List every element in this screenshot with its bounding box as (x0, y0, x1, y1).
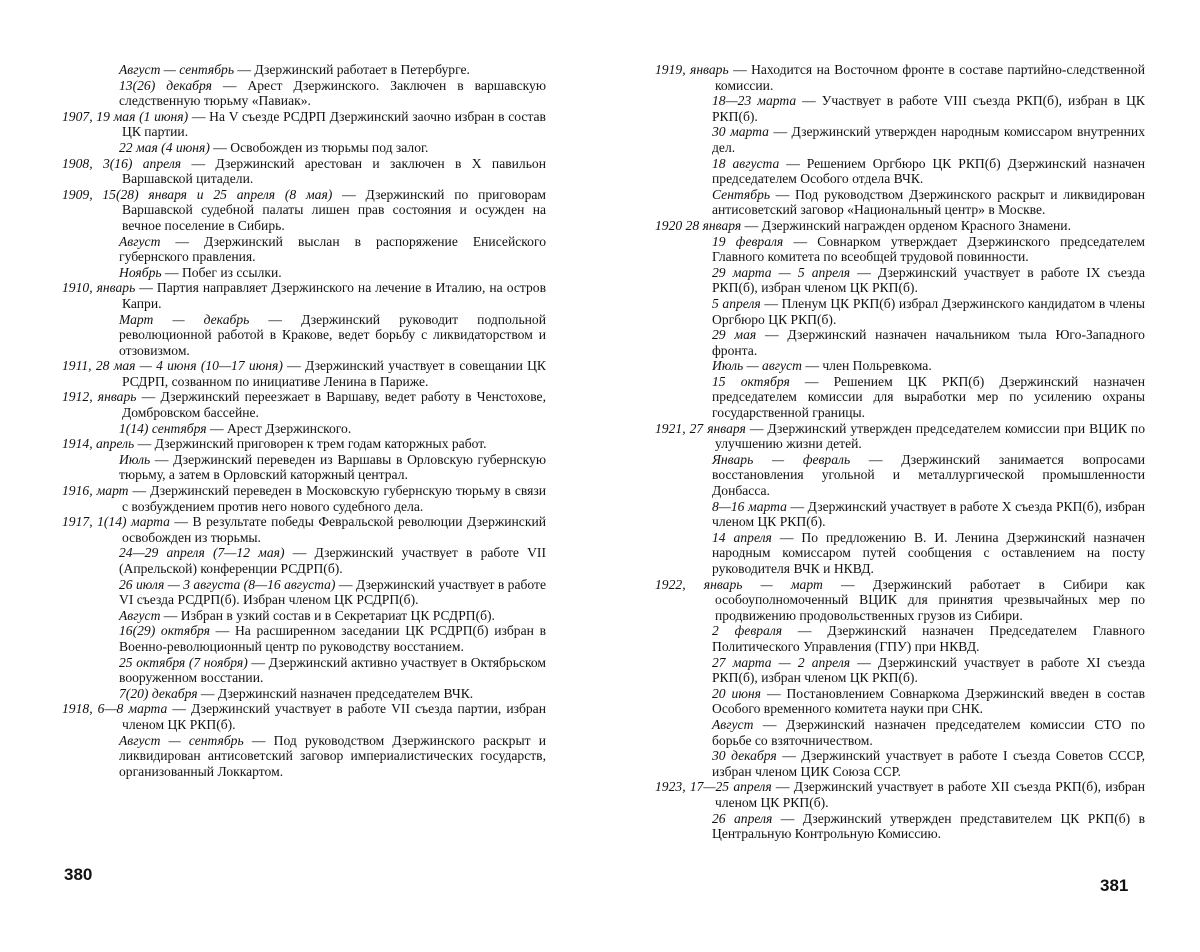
entry-date: 8—16 марта (712, 499, 787, 514)
chronology-subentry (655, 452, 1145, 499)
entry-text: — Дзержинский назначен председателем ВЧК. (198, 686, 474, 701)
entry-text: — Дзержинский выслан в распоряжение Енисейского губернского правления. (119, 234, 546, 265)
chronology-subentry (655, 499, 1145, 530)
entry-text: — Дзержинский по приговорам Варшавской судебной палаты лишен прав состояния и осужден на вечное поселение в Сибирь. (122, 187, 546, 233)
entry-date: 16(29) октября (119, 623, 210, 638)
entry-text: — Дзержинский работает в Сибири как особоуполномоченный ВЦИК для принятия чрезвычайных мер по продвижению продовольственных грузов из Сибири. (715, 577, 1145, 623)
entry-date: 27 марта — 2 апреля (712, 655, 850, 670)
entry-date: Март — декабрь (119, 312, 249, 327)
entry-date: Август (119, 608, 160, 623)
entry-text: — Освобожден из тюрьмы под залог. (210, 140, 429, 155)
entry-date: 1919, январь (655, 62, 729, 77)
entry-date: Август (119, 234, 160, 249)
chronology-subentry (655, 655, 1145, 686)
chronology-entry (62, 187, 546, 234)
entry-date: 22 мая (4 июня) (119, 140, 210, 155)
entry-date: 1917, 1(14) марта (62, 514, 170, 529)
chronology-subentry (655, 358, 1145, 374)
page-number-left: 380 (64, 865, 92, 885)
entry-text: — Дзержинский участвует в работе VII (Апрельской) конференции РСДРП(б). (119, 545, 546, 576)
chronology-entry (62, 389, 546, 420)
entry-text: — Пленум ЦК РКП(б) избрал Дзержинского кандидатом в члены Оргбюро ЦК РКП(б). (712, 296, 1145, 327)
chronology-subentry (62, 655, 546, 686)
entry-date: 13(26) декабря (119, 78, 212, 93)
chronology-entry (62, 436, 546, 452)
entry-date: 26 апреля (712, 811, 772, 826)
entry-text: — Дзержинский участвует в работе I съезда Советов СССР, избран членом ЦИК Союза ССР. (712, 748, 1145, 779)
chronology-subentry (62, 623, 546, 654)
chronology-subentry (62, 62, 546, 78)
entry-text: — Участвует в работе VIII съезда РКП(б), избран в ЦК РКП(б). (712, 93, 1145, 124)
entry-date: Август — сентябрь (119, 62, 234, 77)
entry-date: 24—29 апреля (7—12 мая) (119, 545, 285, 560)
entry-text: — В результате победы Февральской революции Дзержинский освобожден из тюрьмы. (122, 514, 546, 545)
entry-date: 7(20) декабря (119, 686, 198, 701)
chronology-subentry (62, 234, 546, 265)
chronology-entry (62, 280, 546, 311)
entry-text: — Дзержинский участвует в работе XII съезда РКП(б), избран членом ЦК РКП(б). (715, 779, 1145, 810)
chronology-subentry (62, 140, 546, 156)
chronology-subentry (655, 265, 1145, 296)
entry-text: — Совнарком утверждает Дзержинского председателем Главного комитета по всеобщей трудовой повинности. (712, 234, 1145, 265)
entry-text: — Дзержинский руководит подпольной революционной работой в Кракове, ведет борьбу с ликвидаторством и отзовизмом. (119, 312, 546, 358)
entry-date: 18 августа (712, 156, 779, 171)
entry-date: 1911, 28 мая — 4 июня (10—17 июня) (62, 358, 283, 373)
entry-date: 1909, 15(28) января и 25 апреля (8 мая) (62, 187, 332, 202)
chronology-subentry (62, 608, 546, 624)
entry-date: 1910, январь (62, 280, 135, 295)
entry-date: 1920 28 января (655, 218, 741, 233)
chronology-subentry (62, 265, 546, 281)
entry-date: 14 апреля (712, 530, 772, 545)
entry-text: — Дзержинский приговорен к трем годам каторжных работ. (134, 436, 486, 451)
page-number-right: 381 (1100, 876, 1128, 896)
chronology-subentry (62, 421, 546, 437)
entry-text: — Под руководством Дзержинского раскрыт и ликвидирован антисоветский заговор «Национальный центр» в Москве. (712, 187, 1145, 218)
entry-text: — Дзержинский участвует в совещании ЦК РСДРП, созванном по инициативе Ленина в Париже. (122, 358, 546, 389)
entry-date: Июль — август (712, 358, 802, 373)
entry-date: 1921, 27 января (655, 421, 746, 436)
entry-date: 1916, март (62, 483, 129, 498)
entry-date: 29 мая (712, 327, 756, 342)
entry-date: 25 октября (7 ноября) (119, 655, 248, 670)
chronology-subentry (655, 234, 1145, 265)
entry-date: Ноябрь (119, 265, 162, 280)
entry-text: — Находится на Восточном фронте в составе партийно-следственной комиссии. (715, 62, 1145, 93)
chronology-subentry (62, 312, 546, 359)
chronology-subentry (655, 124, 1145, 155)
entry-text: — Арест Дзержинского. Заключен в варшавскую следственную тюрьму «Павиак». (119, 78, 546, 109)
chronology-subentry (655, 530, 1145, 577)
chronology-entry (62, 514, 546, 545)
entry-text: — Дзержинский назначен председателем комиссии СТО по борьбе со взяточничеством. (712, 717, 1145, 748)
chronology-subentry (655, 748, 1145, 779)
entry-text: — Решением Оргбюро ЦК РКП(б) Дзержинский назначен председателем Особого отдела ВЧК. (712, 156, 1145, 187)
entry-text: — На расширенном заседании ЦК РСДРП(б) избран в Военно-революционный центр по руководству восстанием. (119, 623, 546, 654)
chronology-subentry (62, 545, 546, 576)
chronology-subentry (655, 327, 1145, 358)
entry-date: 1(14) сентября (119, 421, 207, 436)
entry-text: — Партия направляет Дзержинского на лечение в Италию, на остров Капри. (122, 280, 546, 311)
entry-text: — По предложению В. И. Ленина Дзержинский назначен народным комиссаром путей сообщения с оставлением на посту руководителя ВЧК и НКВД. (712, 530, 1145, 576)
entry-text: — Дзержинский арестован и заключен в X павильон Варшавской цитадели. (122, 156, 546, 187)
chronology-subentry (62, 452, 546, 483)
chronology-subentry (62, 686, 546, 702)
chronology-subentry (655, 156, 1145, 187)
chronology-subentry (655, 187, 1145, 218)
chronology-entry (62, 701, 546, 732)
entry-date: 20 июня (712, 686, 761, 701)
entry-date: 5 апреля (712, 296, 761, 311)
entry-text: — Дзержинский участвует в работе X съезда РКП(б), избран членом ЦК РКП(б). (712, 499, 1145, 530)
entry-date: 30 декабря (712, 748, 777, 763)
entry-date: 1908, 3(16) апреля (62, 156, 181, 171)
entry-text: — Дзержинский утвержден председателем комиссии при ВЦИК по улучшению жизни детей. (715, 421, 1145, 452)
entry-text: — Под руководством Дзержинского раскрыт и ликвидирован антисоветский заговор империалистических государств, организованный Локкартом. (119, 733, 546, 779)
entry-date: 19 февраля (712, 234, 783, 249)
chronology-subentry (62, 577, 546, 608)
entry-date: 18—23 марта (712, 93, 796, 108)
entry-text: — Дзержинский утвержден представителем ЦК РКП(б) в Центральную Контрольную Комиссию. (712, 811, 1145, 842)
entry-text: — Арест Дзержинского. (207, 421, 352, 436)
chronology-entry (62, 358, 546, 389)
entry-date: 30 марта (712, 124, 769, 139)
entry-date: 1918, 6—8 марта (62, 701, 167, 716)
entry-text: — Дзержинский назначен начальником тыла Юго-Западного фронта. (712, 327, 1145, 358)
entry-text: — Дзержинский работает в Петербурге. (234, 62, 470, 77)
chronology-entry (62, 483, 546, 514)
entry-date: Июль (119, 452, 150, 467)
entry-text: — Постановлением Совнаркома Дзержинский введен в состав Особого временного комитета науки при СНК. (712, 686, 1145, 717)
right-column (655, 62, 1145, 842)
entry-text: — Дзержинский участвует в работе XI съезда РКП(б), избран членом ЦК РКП(б). (712, 655, 1145, 686)
entry-text: — Побег из ссылки. (162, 265, 282, 280)
entry-date: 29 марта — 5 апреля (712, 265, 850, 280)
entry-date: 26 июля — 3 августа (8—16 августа) (119, 577, 335, 592)
entry-text: — На V съезде РСДРП Дзержинский заочно избран в состав ЦК партии. (122, 109, 546, 140)
entry-text: — Дзержинский участвует в работе IX съезда РКП(б), избран членом ЦК РКП(б). (712, 265, 1145, 296)
chronology-subentry (62, 78, 546, 109)
chronology-subentry (62, 733, 546, 780)
chronology-subentry (655, 374, 1145, 421)
entry-text: — Дзержинский награжден орденом Красного Знамени. (741, 218, 1071, 233)
entry-text: — член Польревкома. (802, 358, 932, 373)
chronology-entry (655, 218, 1145, 234)
chronology-entry (62, 156, 546, 187)
entry-date: 1912, январь (62, 389, 136, 404)
entry-date: 15 октября (712, 374, 790, 389)
chronology-entry (655, 421, 1145, 452)
entry-date: Январь — февраль (712, 452, 850, 467)
left-column (62, 62, 546, 779)
entry-text: — Избран в узкий состав и в Секретариат ЦК РСДРП(б). (160, 608, 495, 623)
entry-text: — Дзержинский занимается вопросами восстановления угольной и металлургической промышленности Донбасса. (712, 452, 1145, 498)
chronology-entry (655, 577, 1145, 624)
entry-date: Август (712, 717, 753, 732)
entry-text: — Дзержинский назначен Председателем Главного Политического Управления (ГПУ) при НКВД. (712, 623, 1145, 654)
entry-date: 2 февраля (712, 623, 782, 638)
chronology-entry (655, 62, 1145, 93)
chronology-subentry (655, 686, 1145, 717)
entry-text: — Решением ЦК РКП(б) Дзержинский назначен председателем комиссии для выработки мер по усилению охраны государственной границы. (712, 374, 1145, 420)
chronology-subentry (655, 93, 1145, 124)
chronology-subentry (655, 811, 1145, 842)
entry-text: — Дзержинский переведен в Московскую губернскую тюрьму в связи с возбуждением против него нового судебного дела. (122, 483, 546, 514)
chronology-subentry (655, 717, 1145, 748)
entry-date: 1907, 19 мая (1 июня) (62, 109, 188, 124)
entry-text: — Дзержинский активно участвует в Октябрьском вооруженном восстании. (119, 655, 546, 686)
entry-date: 1914, апрель (62, 436, 134, 451)
chronology-entry (62, 109, 546, 140)
chronology-entry (655, 779, 1145, 810)
entry-date: Август — сентябрь (119, 733, 244, 748)
entry-date: 1923, 17—25 апреля (655, 779, 772, 794)
chronology-subentry (655, 623, 1145, 654)
entry-text: — Дзержинский утвержден народным комиссаром внутренних дел. (712, 124, 1145, 155)
chronology-subentry (655, 296, 1145, 327)
entry-text: — Дзержинский участвует в работе VII съезда партии, избран членом ЦК РКП(б). (122, 701, 546, 732)
entry-date: Сентябрь (712, 187, 770, 202)
entry-text: — Дзержинский участвует в работе VI съезда РСДРП(б). Избран членом ЦК РСДРП(б). (119, 577, 546, 608)
entry-date: 1922, январь — март (655, 577, 823, 592)
entry-text: — Дзержинский переезжает в Варшаву, ведет работу в Ченстохове, Домбровском бассейне. (122, 389, 546, 420)
entry-text: — Дзержинский переведен из Варшавы в Орловскую губернскую тюрьму, а затем в Орловский каторжный централ. (119, 452, 546, 483)
